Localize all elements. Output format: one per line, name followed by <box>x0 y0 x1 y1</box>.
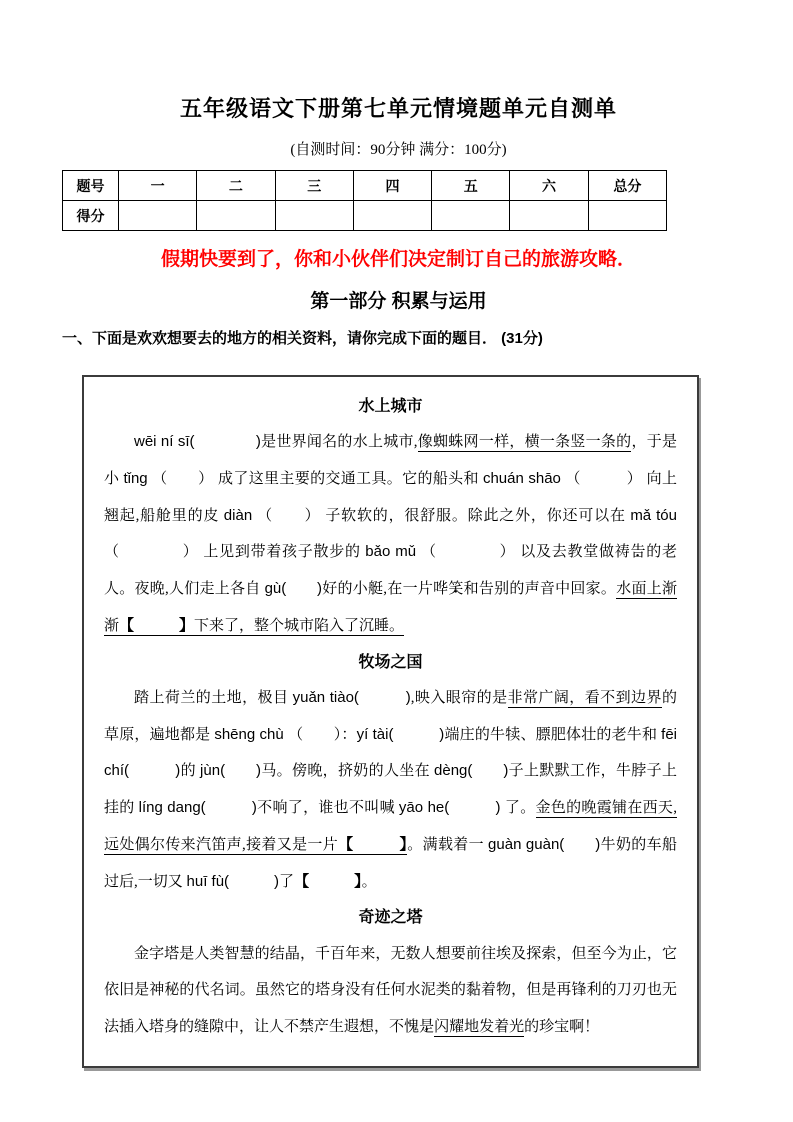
text-segment: ,映入眼帘的是 <box>410 689 508 706</box>
qnum-label-cell: 题号 <box>63 171 119 201</box>
passage-title: 奇迹之塔 <box>358 909 423 927</box>
passage-paragraph <box>104 680 677 901</box>
text-segment: 向上翘起,船舱里的皮 <box>104 470 677 524</box>
passage-list <box>104 389 677 1046</box>
text-segment: 。满载着一 <box>407 836 489 853</box>
qnum-cell: 六 <box>510 171 588 201</box>
score-blank-cell <box>432 201 510 231</box>
text-segment: 禁 ● <box>299 1019 314 1035</box>
score-table <box>62 170 667 231</box>
text-segment: 不响了，谁也不叫喊 <box>256 800 399 817</box>
text-segment: 端庄的牛犊、膘肥体壮的老牛和 <box>444 726 662 743</box>
score-blank-cell <box>275 201 353 231</box>
text-segment: 笑和告别的声音中回家。 <box>448 581 617 598</box>
pinyin-segment: bǎo mǔ （ ） <box>365 543 521 561</box>
qnum-cell: 三 <box>275 171 353 201</box>
pinyin-segment: huī fù( ) <box>186 872 280 890</box>
pinyin-segment: gù( ) <box>264 580 323 598</box>
text-segment: 子软软的，很舒服。除此之外，你还可以在 <box>325 507 631 524</box>
question-one-intro: 一、下面是欢欢想要去的地方的相关资料，请你完成下面的题目． (31分) <box>62 330 543 347</box>
passage-box <box>82 375 699 1068</box>
passage-title: 水上城市 <box>358 398 423 415</box>
pinyin-segment: tǐng （ ） <box>123 469 219 487</box>
score-blank-cell <box>197 201 275 231</box>
text-segment: 好的小艇,在一片 <box>322 581 434 598</box>
score-blank-cell <box>353 201 431 231</box>
text-segment: 牛奶的车船过后,一切又 <box>104 836 677 890</box>
pinyin-segment: líng dang( ) <box>138 799 257 817</box>
score-blank-cell <box>588 201 666 231</box>
text-segment: 的珍宝啊！ <box>524 1019 600 1036</box>
qnum-cell: 一 <box>119 171 197 201</box>
qnum-cell: 四 <box>353 171 431 201</box>
qnum-cell: 二 <box>197 171 275 201</box>
score-blank-cell <box>510 201 588 231</box>
text-segment: 告的老人。夜晚,人们走上各自 <box>104 544 677 598</box>
text-segment: 像蜘蛛网一样，横一条竖一条的 <box>417 434 632 451</box>
pinyin-segment: yāo he( ) <box>398 799 505 817</box>
text-segment: 的 <box>180 763 201 780</box>
text-segment: 是世界闻名的水上城市, <box>260 434 418 451</box>
passage-title: 牧场之国 <box>358 653 423 671</box>
scenario-notice: 假期快要到了，你和小伙伴们决定制订自己的旅游攻略． <box>160 249 636 270</box>
text-segment: 非常广阔，看不到边界 <box>507 689 662 706</box>
text-segment: 下来了，整个城市陷入了沉睡。 <box>194 617 405 634</box>
text-segment: 的草原，遍地都是 <box>104 689 677 743</box>
score-blank-cell <box>119 201 197 231</box>
text-segment: 愧 ● <box>404 1019 419 1035</box>
pinyin-segment: dèng( ) <box>434 762 509 780</box>
text-segment: 了。 <box>504 800 536 817</box>
text-segment: ： <box>341 726 357 743</box>
score-label-cell: 得分 <box>63 201 119 231</box>
pinyin-segment: mǎ tóu （ ） <box>104 506 677 561</box>
text-segment: 产生遐想，不 <box>314 1019 405 1036</box>
pinyin-segment: guàn guàn( ) <box>488 835 601 853</box>
doc-subtitle: (自测时间：90分钟 满分：100分) <box>290 142 507 158</box>
text-segment: 金色的晚霞铺在西天,远处偶尔传来汽笛声,接着又是一片 <box>104 800 677 853</box>
text-segment: 【 】 <box>294 873 362 890</box>
question-number-row <box>63 171 667 201</box>
text-segment: 了 <box>279 873 295 890</box>
doc-title: 五年级语文下册第七单元情境题单元自测单 <box>179 96 617 121</box>
text-segment: 马。傍晚，挤奶的人坐在 <box>261 763 435 780</box>
text-segment: 金字塔是人类智慧的结晶，千百年来，无数人想要前往埃及探索，但至今为止，它依旧是神秘的代名词。虽然它的塔身没有任何水泥类的黏着物，但是再锋利的刀刃也无法插入塔身的缝隙中，让人不 <box>104 945 677 1036</box>
score-row <box>63 201 667 231</box>
pinyin-segment: wēi ní sī( ) <box>134 433 261 451</box>
pinyin-segment: yuǎn tiào( ) <box>292 688 411 706</box>
pinyin-segment: diàn （ ） <box>223 506 326 524</box>
text-segment: 闪耀地发着光 <box>434 1019 525 1036</box>
text-segment: 哗 ● <box>433 581 448 597</box>
pinyin-segment: chuán shāo （ ） <box>482 469 647 487</box>
passage-paragraph <box>104 936 677 1046</box>
pinyin-segment: shēng chù （ ） <box>214 725 342 743</box>
qnum-cell: 五 <box>432 171 510 201</box>
text-segment: 成了这里主要的交通工具。它的船头和 <box>218 470 483 487</box>
text-segment: 水面上渐渐 <box>104 581 677 634</box>
text-segment: 祷 ● <box>615 544 631 560</box>
text-segment: 【 】 <box>338 836 408 853</box>
pinyin-segment: fēi chí( ) <box>104 725 677 780</box>
text-segment: 以及去教堂做 <box>520 544 615 561</box>
text-segment: ，于是小 <box>104 434 677 487</box>
text-segment: 上见到带着孩子散步的 <box>203 544 366 561</box>
text-segment: 子上默默工作，牛脖子上挂的 <box>104 763 677 817</box>
text-segment: 。 <box>361 873 377 890</box>
pinyin-segment: jùn( ) <box>200 762 262 780</box>
qnum-cell: 总分 <box>588 171 666 201</box>
text-segment: 是 <box>419 1019 435 1036</box>
text-segment: 踏上荷兰的土地，极目 <box>134 689 293 706</box>
part-one-heading: 第一部分 积累与运用 <box>310 291 487 312</box>
text-segment: 【 】 <box>119 617 195 634</box>
passage-paragraph <box>104 424 677 645</box>
pinyin-segment: yí tài( ) <box>356 725 445 743</box>
